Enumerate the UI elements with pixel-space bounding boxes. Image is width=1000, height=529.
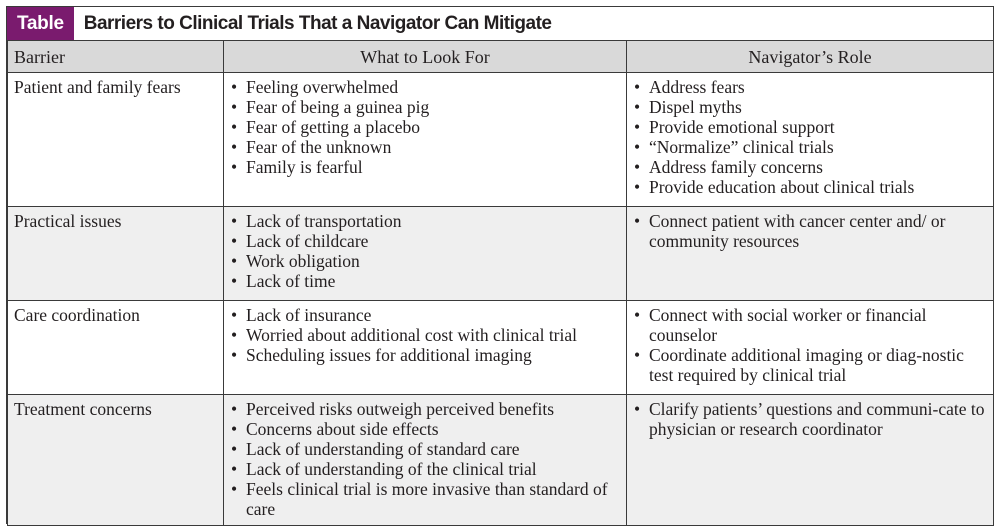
- what-to-look-for-list: [230, 77, 620, 177]
- what-to-look-for-list: [230, 305, 620, 365]
- list-item-text: Work obligation: [246, 251, 360, 271]
- list-item-text: Fear of getting a placebo: [246, 117, 420, 137]
- list-item-text: Scheduling issues for additional imaging: [246, 345, 532, 365]
- list-item: [230, 439, 620, 459]
- list-item-text: Concerns about side effects: [246, 419, 439, 439]
- table-tag: Table: [7, 7, 74, 40]
- list-item: [230, 271, 620, 291]
- column-header-what-to-look-for: What to Look For: [224, 41, 627, 73]
- list-item: [230, 77, 620, 97]
- navigator-role-list: [633, 211, 987, 251]
- bullet-icon: •: [231, 157, 238, 177]
- navigator-role-list: [633, 305, 987, 385]
- bullet-icon: •: [231, 479, 238, 499]
- bullet-icon: •: [634, 305, 641, 325]
- list-item: [633, 77, 987, 97]
- list-item-text: Worried about additional cost with clinical trial: [246, 325, 577, 345]
- bullet-icon: •: [634, 137, 641, 157]
- bullet-icon: •: [634, 211, 641, 231]
- list-item-text: Fear of the unknown: [246, 137, 392, 157]
- list-item-text: Provide education about clinical trials: [649, 177, 915, 197]
- navigator-role-cell: [627, 301, 994, 395]
- list-item: [633, 137, 987, 157]
- list-item: [230, 305, 620, 325]
- list-item: [230, 117, 620, 137]
- what-to-look-for-list: [230, 399, 620, 519]
- list-item-text: Fear of being a guinea pig: [246, 97, 430, 117]
- list-item-text: Address fears: [649, 77, 745, 97]
- bullet-icon: •: [231, 117, 238, 137]
- list-item-text: Clarify patients’ questions and communi-cate to physician or research coordinator: [649, 399, 985, 439]
- what-to-look-for-cell: [224, 395, 627, 526]
- list-item-text: Address family concerns: [649, 157, 823, 177]
- list-item-text: Dispel myths: [649, 97, 742, 117]
- list-item: [633, 399, 987, 439]
- list-item: [633, 157, 987, 177]
- list-item-text: Lack of understanding of standard care: [246, 439, 520, 459]
- list-item: [230, 459, 620, 479]
- list-item: [230, 251, 620, 271]
- navigator-role-cell: [627, 395, 994, 526]
- bullet-icon: •: [231, 271, 238, 291]
- bullet-icon: •: [231, 459, 238, 479]
- list-item-text: Lack of childcare: [246, 231, 369, 251]
- barriers-table: [7, 40, 994, 526]
- bullet-icon: •: [231, 399, 238, 419]
- navigator-role-cell: [627, 207, 994, 301]
- what-to-look-for-list: [230, 211, 620, 291]
- list-item-text: Lack of understanding of the clinical trial: [246, 459, 537, 479]
- list-item: [230, 231, 620, 251]
- list-item: [230, 479, 620, 519]
- list-item-text: “Normalize” clinical trials: [649, 137, 834, 157]
- what-to-look-for-cell: [224, 301, 627, 395]
- bullet-icon: •: [634, 177, 641, 197]
- bullet-icon: •: [634, 117, 641, 137]
- column-header-navigators-role: Navigator’s Role: [627, 41, 994, 73]
- bullet-icon: •: [231, 137, 238, 157]
- list-item-text: Connect patient with cancer center and/ or community resources: [649, 211, 946, 251]
- barrier-cell: Practical issues: [8, 207, 224, 301]
- list-item-text: Connect with social worker or financial counselor: [649, 305, 927, 345]
- list-item: [230, 97, 620, 117]
- bullet-icon: •: [231, 439, 238, 459]
- navigator-role-list: [633, 399, 987, 439]
- table-row: [8, 395, 994, 526]
- barrier-cell: Care coordination: [8, 301, 224, 395]
- bullet-icon: •: [231, 345, 238, 365]
- list-item-text: Perceived risks outweigh perceived benefits: [246, 399, 555, 419]
- bullet-icon: •: [231, 97, 238, 117]
- table-row: [8, 301, 994, 395]
- bullet-icon: •: [634, 399, 641, 419]
- list-item: [633, 305, 987, 345]
- bullet-icon: •: [634, 157, 641, 177]
- barrier-cell: Treatment concerns: [8, 395, 224, 526]
- list-item-text: Family is fearful: [246, 157, 363, 177]
- header-row: [8, 41, 994, 73]
- list-item-text: Feels clinical trial is more invasive than standard of care: [246, 479, 608, 519]
- what-to-look-for-cell: [224, 207, 627, 301]
- list-item: [230, 137, 620, 157]
- bullet-icon: •: [231, 325, 238, 345]
- list-item: [633, 211, 987, 251]
- list-item: [633, 97, 987, 117]
- list-item: [230, 157, 620, 177]
- bullet-icon: •: [231, 419, 238, 439]
- bullet-icon: •: [231, 211, 238, 231]
- bullet-icon: •: [231, 305, 238, 325]
- list-item-text: Provide emotional support: [649, 117, 835, 137]
- table-row: [8, 207, 994, 301]
- list-item-text: Lack of insurance: [246, 305, 372, 325]
- list-item: [633, 117, 987, 137]
- table-figure: [6, 6, 994, 524]
- navigator-role-cell: [627, 73, 994, 207]
- list-item: [230, 345, 620, 365]
- list-item-text: Coordinate additional imaging or diag-nostic test required by clinical trial: [649, 345, 964, 385]
- navigator-role-list: [633, 77, 987, 197]
- table-row: [8, 73, 994, 207]
- bullet-icon: •: [231, 251, 238, 271]
- list-item: [230, 399, 620, 419]
- table-title-bar: [7, 7, 993, 40]
- bullet-icon: •: [231, 77, 238, 97]
- list-item: [230, 419, 620, 439]
- list-item-text: Lack of time: [246, 271, 336, 291]
- column-header-barrier: Barrier: [8, 41, 224, 73]
- bullet-icon: •: [634, 97, 641, 117]
- list-item: [633, 177, 987, 197]
- list-item: [633, 345, 987, 385]
- table-title: Barriers to Clinical Trials That a Navigator Can Mitigate: [83, 12, 552, 34]
- bullet-icon: •: [634, 77, 641, 97]
- bullet-icon: •: [634, 345, 641, 365]
- list-item: [230, 325, 620, 345]
- bullet-icon: •: [231, 231, 238, 251]
- what-to-look-for-cell: [224, 73, 627, 207]
- list-item-text: Feeling overwhelmed: [246, 77, 399, 97]
- list-item-text: Lack of transportation: [246, 211, 402, 231]
- list-item: [230, 211, 620, 231]
- barrier-cell: Patient and family fears: [8, 73, 224, 207]
